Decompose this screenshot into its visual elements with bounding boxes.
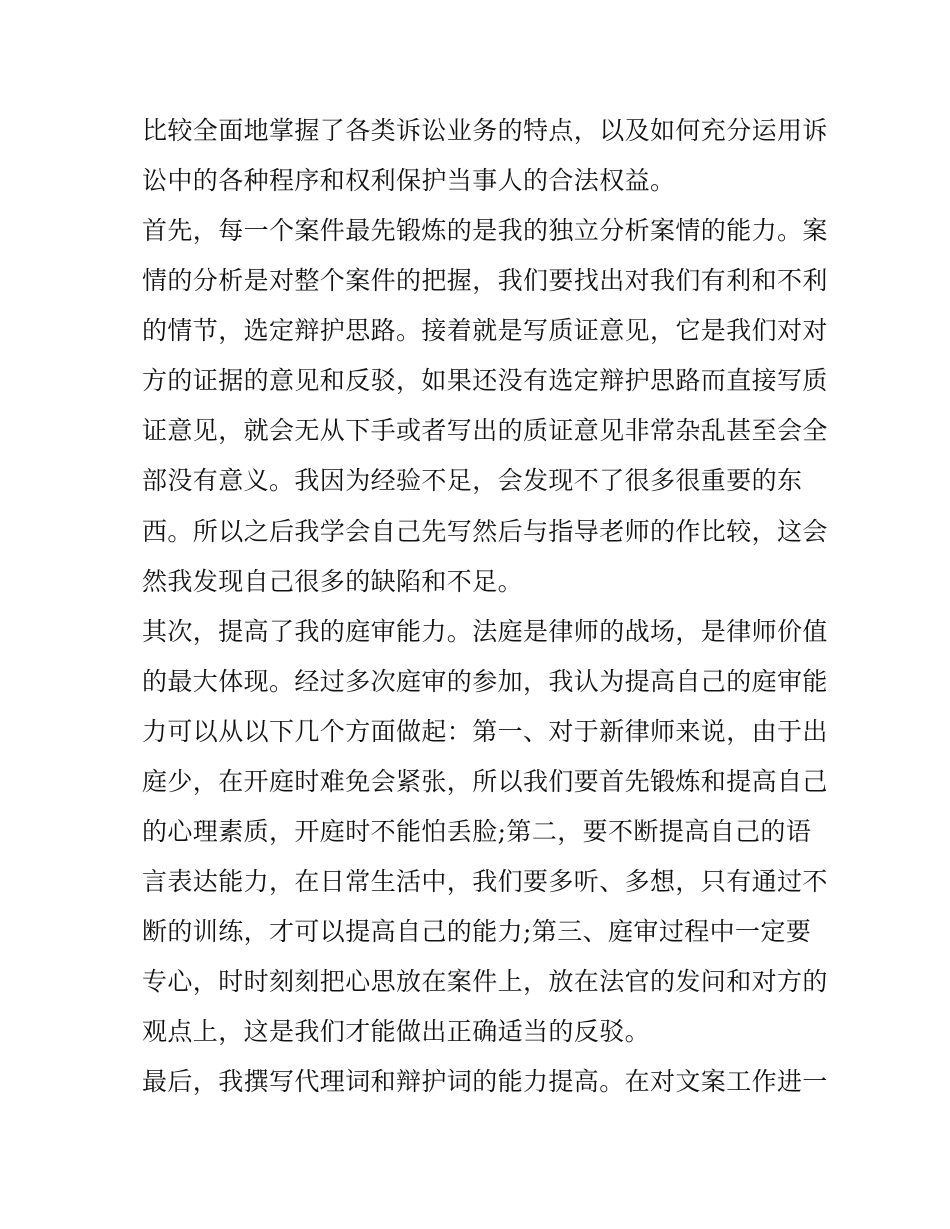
text-line: 观点上，这是我们才能做出正确适当的反驳。 [142,1017,651,1046]
text-line: 然我发现自己很多的缺陷和不足。 [142,567,524,596]
text-line: 情的分析是对整个案件的把握，我们要找出对我们有利和不利 [142,266,828,295]
text-line: 的情节，选定辩护思路。接着就是写质证意见，它是我们对对 [142,316,828,345]
text-line: 证意见，就会无从下手或者写出的质证意见非常杂乱甚至会全 [142,416,828,445]
text-line: 的最大体现。经过多次庭审的参加，我认为提高自己的庭审能 [142,667,828,696]
text-line: 其次，提高了我的庭审能力。法庭是律师的战场，是律师价值 [142,617,828,646]
text-line: 西。所以之后我学会自己先写然后与指导老师的作比较，这会 [142,517,828,546]
text-line: 庭少，在开庭时难免会紧张，所以我们要首先锻炼和提高自己 [142,767,828,796]
text-line: 力可以从以下几个方面做起：第一、对于新律师来说，由于出 [142,717,828,746]
text-line: 专心，时时刻刻把心思放在案件上，放在法官的发问和对方的 [142,967,828,996]
text-line: 方的证据的意见和反驳，如果还没有选定辩护思路而直接写质 [142,366,828,395]
text-line: 比较全面地掌握了各类诉讼业务的特点，以及如何充分运用诉 [142,116,828,145]
text-line: 最后，我撰写代理词和辩护词的能力提高。在对文案工作进一 [142,1067,828,1096]
text-line: 部没有意义。我因为经验不足，会发现不了很多很重要的东 [142,466,803,495]
text-line: 言表达能力，在日常生活中，我们要多听、多想，只有通过不 [142,867,828,896]
text-line: 首先，每一个案件最先锻炼的是我的独立分析案情的能力。案 [142,216,828,245]
text-line: 断的训练，才可以提高自己的能力;第三、庭审过程中一定要 [142,917,812,946]
text-line: 的心理素质，开庭时不能怕丢脸;第二，要不断提高自己的语 [142,817,812,846]
text-line: 讼中的各种程序和权利保护当事人的合法权益。 [142,166,676,195]
